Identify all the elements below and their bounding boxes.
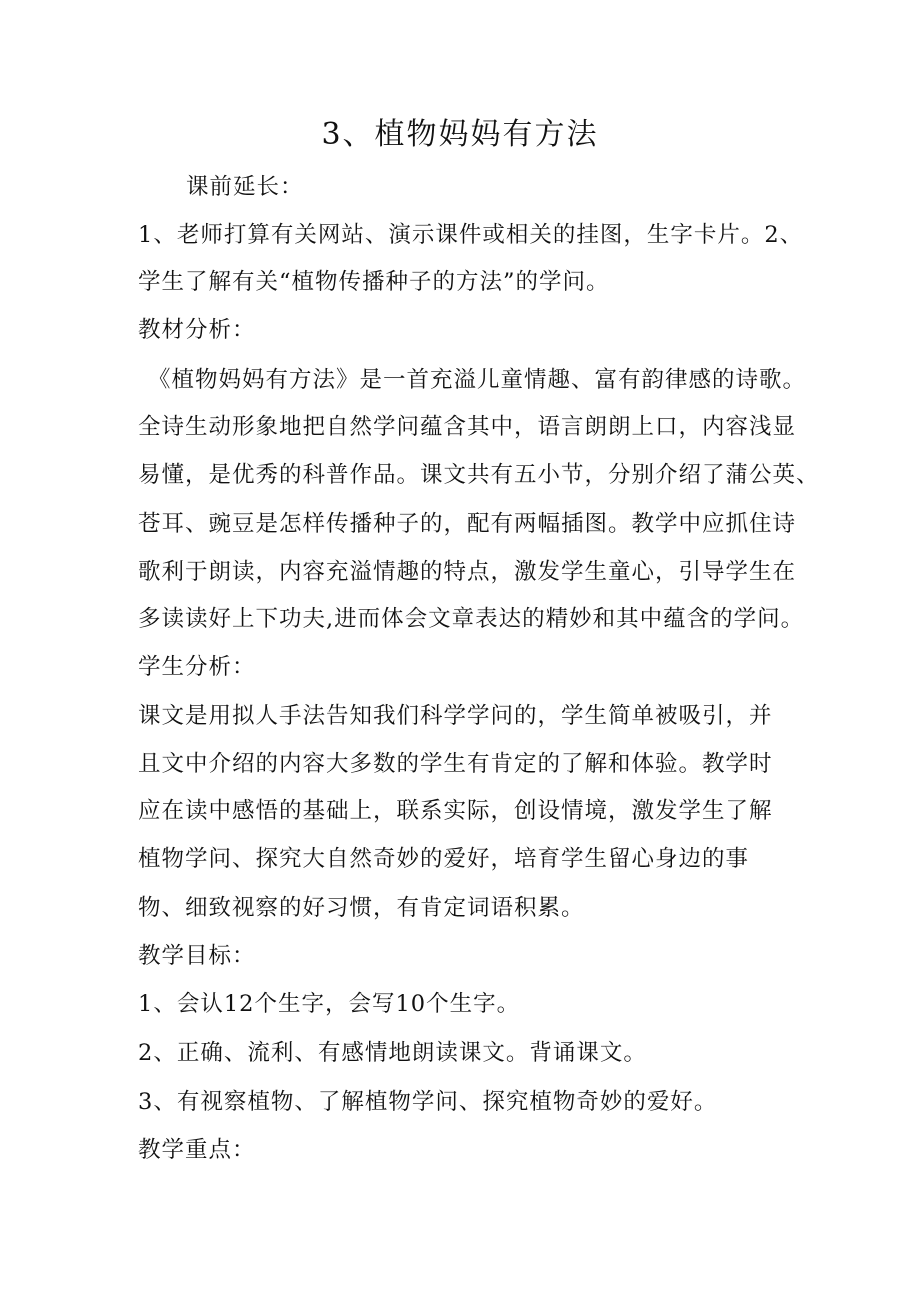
paragraph-line: 全诗生动形象地把自然学问蕴含其中，语言朗朗上口，内容浅显 [138,414,797,440]
page-title: 3、植物妈妈有方法 [321,117,599,152]
section-heading-prep: 课前延长： [186,174,304,200]
goal-item: 1、会认12个生字，会写10个生字。 [138,991,521,1017]
section-heading-material: 教材分析： [138,317,256,343]
section-heading-students: 学生分析： [138,654,256,680]
paragraph-line: 易懂，是优秀的科普作品。课文共有五小节，分别介绍了蒲公英、 [138,462,820,488]
paragraph-line: 且文中介绍的内容大多数的学生有肯定的了解和体验。教学时 [138,751,773,777]
paragraph-line: 学生了解有关“植物传播种子的方法”的学问。 [138,269,610,295]
paragraph-line: 歌利于朗读，内容充溢情趣的特点，激发学生童心，引导学生在 [138,559,797,585]
paragraph-line: 课文是用拟人手法告知我们科学学问的，学生简单被吸引，并 [138,703,773,729]
paragraph-line: 植物学问、探究大自然奇妙的爱好，培育学生留心身边的事 [138,846,750,872]
paragraph-line: 物、细致视察的好习惯，有肯定词语积累。 [138,895,585,921]
paragraph-line: 苍耳、豌豆是怎样传播种子的，配有两幅插图。教学中应抓住诗 [138,511,797,537]
goal-item: 2、正确、流利、有感情地朗读课文。背诵课文。 [138,1040,647,1066]
paragraph-line: 多读读好上下功夫,进而体会文章表达的精妙和其中蕴含的学问。 [138,606,805,632]
paragraph-line: 应在读中感悟的基础上，联系实际，创设情境，激发学生了解 [138,798,773,824]
section-heading-goals: 教学目标： [138,943,256,969]
paragraph-line: 1、老师打算有关网站、演示课件或相关的挂图，生字卡片。2、 [138,222,804,248]
goal-item: 3、有视察植物、了解植物学问、探究植物奇妙的爱好。 [138,1089,718,1115]
paragraph-line: 《植物妈妈有方法》是一首充溢儿童情趣、富有韵律感的诗歌。 [148,367,807,393]
section-heading-focus: 教学重点： [138,1137,256,1163]
